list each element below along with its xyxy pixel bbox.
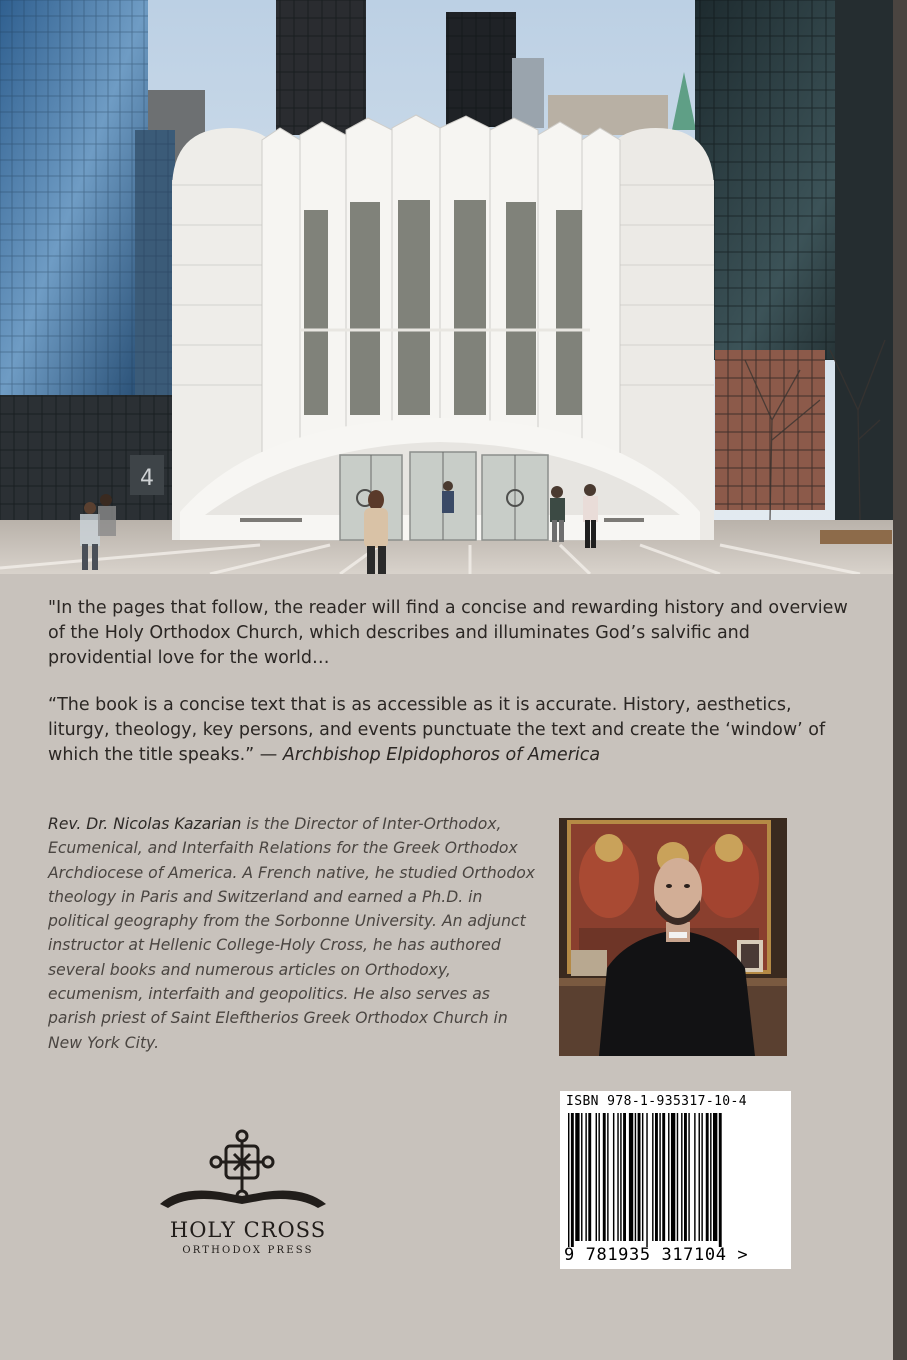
barcode-bar [598, 1113, 599, 1241]
attribution-dash: — [254, 745, 283, 765]
barcode-digits: 9 781935 317104 > [564, 1245, 749, 1265]
barcode-bar [710, 1113, 711, 1241]
author-name: Rev. Dr. Nicolas Kazarian [48, 815, 242, 833]
barcode-bar [629, 1113, 633, 1241]
barcode-bar [638, 1113, 641, 1241]
barcode-bar [575, 1113, 579, 1241]
barcode-bar [671, 1113, 675, 1241]
blurb-attribution: Archbishop Elpidophoros of America [282, 745, 601, 765]
barcode-bar [701, 1113, 702, 1241]
barcode-bar [646, 1113, 647, 1247]
barcode-bar [568, 1113, 569, 1247]
barcode-bar [588, 1113, 591, 1241]
barcode-bar [681, 1113, 682, 1241]
cross-emblem-icon [160, 1126, 336, 1216]
barcode-bar [719, 1113, 722, 1247]
barcode-bar [617, 1113, 618, 1241]
barcode-bar [662, 1113, 665, 1241]
barcode-bar [652, 1113, 653, 1241]
barcode-bar [623, 1113, 626, 1241]
barcode-bar [659, 1113, 660, 1241]
barcode-bar [668, 1113, 669, 1241]
author-bio-text: is the Director of Inter-Orthodox, Ecumenical, and Interfaith Relations for the Greek Orthodox Archdiocese of America. A French native, he studied Orthodox theology in Paris and Switzerland and earned a Ph.D. in political geography from the Sorbonne University. An adjunct instructor at Hellenic College-Holy Cross, he has authored several books and numerous articles on Orthodoxy, ecumenism, interfaith and geopolitics. He also serves as parish priest of Saint Eleftherios Greek Orthodox Church in New York City. [48, 815, 536, 1052]
barcode-bar [620, 1113, 621, 1241]
author-bio [48, 812, 538, 1055]
blurb-quote-2 [48, 693, 848, 768]
barcode-bar [713, 1113, 717, 1241]
publisher-name: HOLY CROSS [169, 1218, 327, 1242]
barcode-bars [560, 1091, 791, 1269]
barcode-bar [607, 1113, 608, 1241]
author-photo [559, 818, 787, 1056]
barcode-bar [694, 1113, 695, 1241]
barcode-bar [642, 1113, 643, 1241]
blurb-quote-2-text: “The book is a concise text that is as accessible as it is accurate. History, aesthetics, liturgy, theology, key persons, and events punctuate the text and create the ‘window’ of which the title speaks.” [48, 695, 826, 765]
isbn-label: ISBN 978-1-935317-10-4 [566, 1094, 747, 1109]
isbn-barcode [560, 1091, 791, 1269]
publisher-logo [160, 1126, 336, 1266]
barcode-bar [581, 1113, 582, 1241]
barcode-bar [571, 1113, 574, 1247]
barcode-bar [688, 1113, 689, 1241]
barcode-bar [699, 1113, 700, 1241]
barcode-bar [596, 1113, 597, 1241]
barcode-bar [603, 1113, 606, 1241]
barcode-bar [706, 1113, 709, 1241]
building-number: 4 [140, 466, 154, 491]
blurb-quote-1: "In the pages that follow, the reader will find a concise and rewarding history and overview of the Holy Orthodox Church, which describes and illuminates God’s salvific and providential love for the world… [48, 598, 848, 668]
cover-photo [0, 0, 893, 574]
barcode-bar [585, 1113, 586, 1241]
barcode-bar [613, 1113, 614, 1241]
publisher-subtitle: ORTHODOX PRESS [182, 1245, 314, 1256]
barcode-bar [655, 1113, 658, 1241]
barcode-bar [677, 1113, 678, 1241]
barcode-bar [635, 1113, 636, 1241]
barcode-bar [684, 1113, 687, 1241]
spine-edge [893, 0, 907, 1360]
